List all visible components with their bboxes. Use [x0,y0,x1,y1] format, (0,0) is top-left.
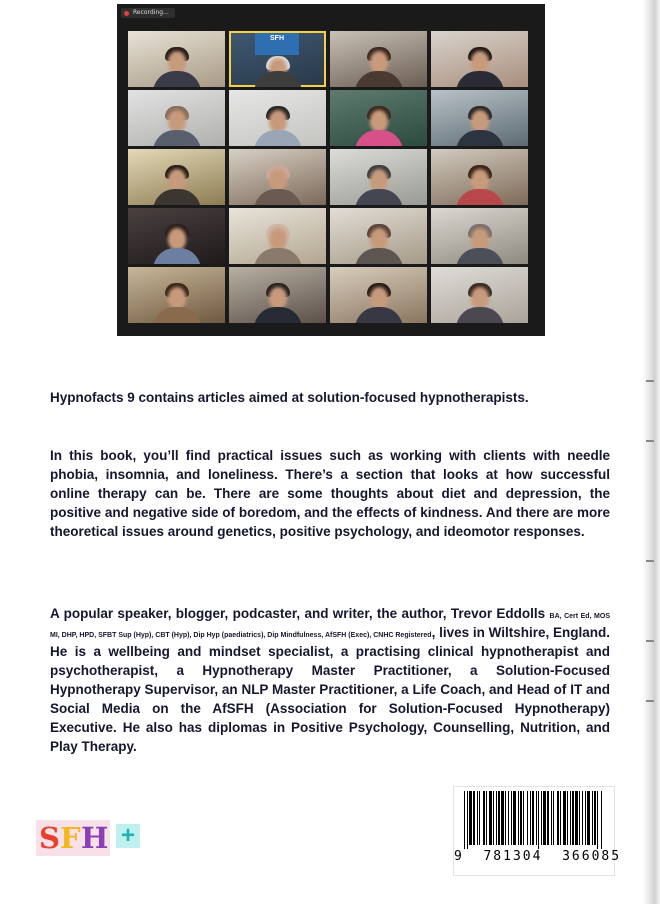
isbn-barcode [453,786,622,876]
barcode-bar [553,791,554,845]
participant-tile [229,149,326,205]
barcode-bar [538,791,539,849]
participant-tile [128,31,225,87]
barcode-bar [467,791,468,849]
intro-paragraph: Hypnofacts 9 contains articles aimed at solution-focused hypnotherapists. [50,390,529,405]
barcode-bar [560,791,561,845]
barcode-bar [582,791,583,845]
barcode-bar [473,791,475,845]
barcode-bar [479,791,480,845]
participant-tile [431,149,528,205]
barcode-bar [508,791,509,845]
barcode-bar [557,791,559,845]
participant-tile [128,90,225,146]
barcode-bar [520,791,522,845]
barcode-bar [530,791,531,845]
logo-letter-s: S [39,821,60,855]
participant-tile [128,208,225,264]
page-edge [642,0,660,904]
barcode-bar [527,791,528,845]
barcode-bars [464,791,604,849]
barcode-bar [592,791,593,845]
barcode-bar [594,791,596,845]
barcode-bar [511,791,512,845]
barcode-bar [536,791,537,845]
barcode-bar [551,791,552,845]
logo-letter-h: H [81,821,109,855]
bio-start: A popular speaker, blogger, podcaster, and writer, the author, Trevor Eddolls [50,606,546,621]
participant-tile [431,90,528,146]
participant-tile [330,90,427,146]
participant-tile [330,267,427,323]
barcode-bar [518,791,519,845]
sfh-plus-logo [36,820,142,856]
participant-tile [330,208,427,264]
barcode-bar [486,791,487,845]
barcode-bar [579,791,580,845]
participant-grid [128,31,528,326]
barcode-bar [501,791,504,845]
author-credentials: BA, Cert Ed, MOS MI, DHP, HPD, SFBT Sup (Hyp), CBT (Hyp), Dip Hyp (paediatrics), Dip Mindfulness, AfSFH (Exec), CNHC Registered [50,613,610,639]
barcode-bar [493,791,494,845]
logo-plus: + [116,824,140,848]
video-call-screenshot [117,4,545,336]
participant-tile [229,267,326,323]
bio-end: , lives in Wiltshire, England. He is a wellbeing and mindset specialist, a practising clinical hypnotherapist and psychotherapist, a Hypnotherapy Master Practitioner, a Solution-Focused Hypnotherapy Supervisor, an NLP Master Practitioner, a Life Coach, and Head of IT and Social Media on the AfSFH (Association for Solution-Focused Hypnotherapy) Executive. He also has diplomas in Positive Psychology, Counselling, Nutrition, and Play Therapy. [50,625,610,754]
participant-tile [229,90,326,146]
barcode-bar [505,791,506,845]
contents-paragraph: In this book, you’ll find practical issues such as working with clients with needle phobia, insomnia, and loneliness. There’s a section that looks at how successful online therapy can be. There are some thoughts about diet and depression, the positive and negative side of boredom, and the effects of kindness. And there are more theoretical issues around genetics, positive psychology, and ideomotor responses. [50,448,610,539]
barcode-bar [469,791,472,845]
barcode-bar [513,791,516,845]
barcode-bar [498,791,500,845]
barcode-bar [587,791,590,845]
barcode-bar [597,791,598,849]
barcode-bar [483,791,485,845]
barcode-bar [496,791,497,845]
barcode-bar [572,791,574,845]
participant-tile [128,267,225,323]
barcode-bar [477,791,478,845]
barcode-bar [601,791,602,849]
author-bio-paragraph [50,604,610,756]
participant-tile [431,31,528,87]
barcode-bar [567,791,568,845]
barcode-bar [575,791,578,845]
barcode-bar [543,791,546,845]
isbn-number: 9 781304 366085 [454,849,622,864]
participant-tile [431,267,528,323]
participant-tile-speaker [229,31,326,87]
barcode-bar [532,791,534,845]
barcode-bar [541,791,542,845]
book-poster: SFH [255,33,299,55]
participant-tile [229,208,326,264]
barcode-bar [547,791,549,845]
barcode-bar [585,791,586,845]
barcode-bar [489,791,492,845]
participant-tile [128,149,225,205]
recording-indicator: Recording... [121,8,175,18]
barcode-bar [523,791,524,845]
barcode-bar [563,791,566,845]
barcode-bar [570,791,571,845]
logo-letter-f: F [60,821,81,855]
participant-tile [330,149,427,205]
participant-tile [330,31,427,87]
participant-tile [431,208,528,264]
barcode-bar [464,791,465,849]
